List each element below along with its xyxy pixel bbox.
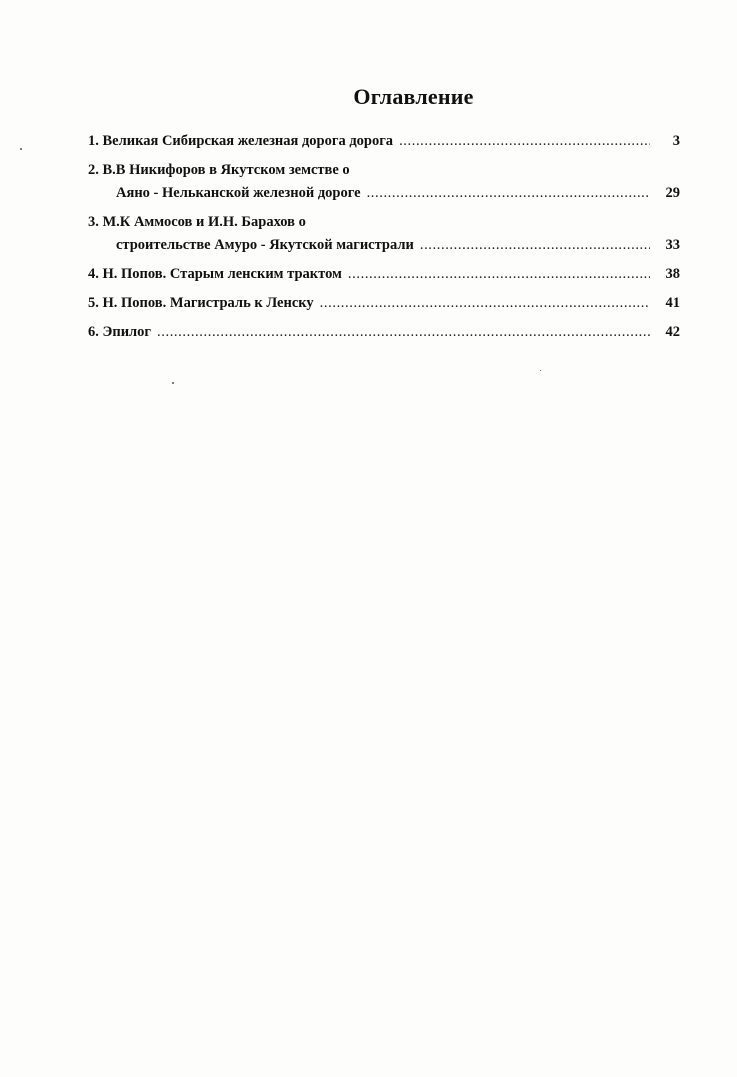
toc-entry-2 bbox=[88, 159, 680, 205]
scan-speck bbox=[540, 370, 541, 371]
toc-entry-3 bbox=[88, 211, 680, 257]
toc-page-number: 41 bbox=[665, 295, 680, 311]
toc-entry-title: 6. Эпилог bbox=[88, 324, 152, 340]
toc-page-number: 3 bbox=[672, 133, 680, 149]
toc-entry-title: 2. В.В Никифоров в Якутском земстве о bbox=[88, 162, 350, 178]
toc-page-number: 38 bbox=[665, 266, 680, 282]
toc-entry-1 bbox=[88, 130, 680, 153]
dot-leader bbox=[367, 182, 650, 205]
toc-entry-5 bbox=[88, 292, 680, 315]
toc-entry-title-continued: строительстве Амуро - Якутской магистрали bbox=[116, 237, 414, 253]
toc-entry-6 bbox=[88, 321, 680, 344]
toc-entry-title: 5. Н. Попов. Магистраль к Ленску bbox=[88, 295, 314, 311]
dot-leader bbox=[320, 292, 650, 315]
toc-entry-title-continued: Аяно - Нельканской железной дороге bbox=[116, 185, 361, 201]
scan-speck bbox=[172, 382, 174, 384]
toc-page-number: 42 bbox=[665, 324, 680, 340]
toc-entry-title: 4. Н. Попов. Старым ленским трактом bbox=[88, 266, 342, 282]
scan-speck bbox=[20, 148, 22, 150]
page-title: Оглавление bbox=[353, 84, 474, 109]
toc-entry-title: 3. М.К Аммосов и И.Н. Барахов о bbox=[88, 214, 306, 230]
toc-entry-4 bbox=[88, 263, 680, 286]
dot-leader bbox=[157, 321, 650, 344]
table-of-contents bbox=[88, 130, 680, 344]
toc-page-number: 33 bbox=[665, 237, 680, 253]
dot-leader bbox=[420, 234, 650, 257]
toc-page-number: 29 bbox=[665, 185, 680, 201]
dot-leader bbox=[348, 263, 650, 286]
dot-leader bbox=[399, 130, 650, 153]
toc-entry-title: 1. Великая Сибирская железная дорога дорога bbox=[88, 133, 394, 149]
